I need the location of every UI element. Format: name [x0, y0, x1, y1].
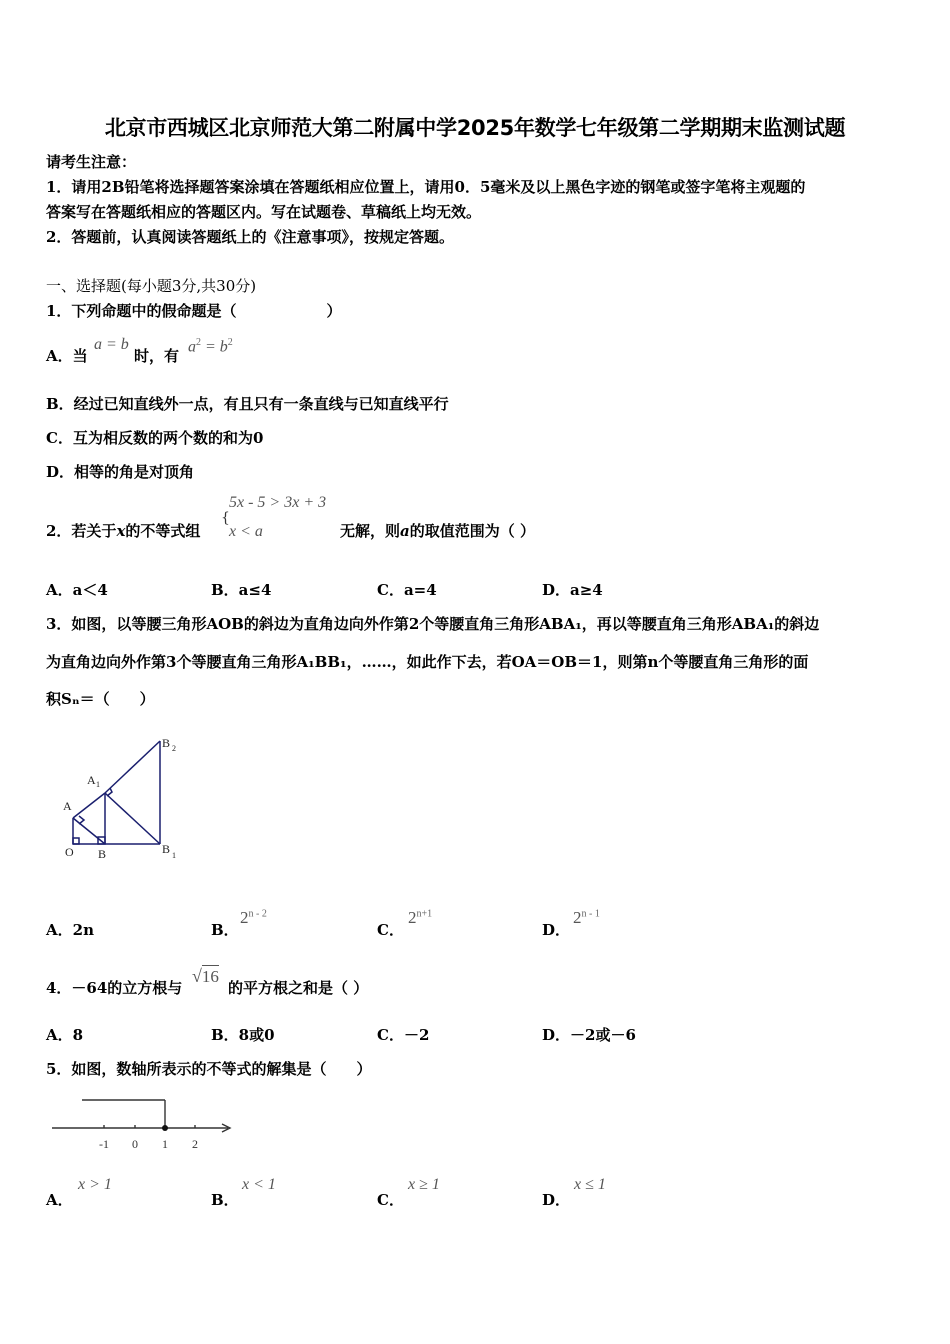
fig-label-b2-sub: 2 [172, 744, 176, 753]
q3-triangle-figure [55, 734, 195, 864]
q1-option-a-mid: 时，有 [134, 347, 180, 365]
q1-option-a-eq1: a = b [94, 336, 129, 353]
q3-line-1: 3．如图，以等腰三角形AOB的斜边为直角边向外作第2个等腰直角三角形ABA₁，再以等腰直角三角形ABA₁的斜边 [46, 615, 820, 633]
q4-option-a: A．8 [46, 1026, 84, 1044]
q3-option-d-label: D． [542, 921, 571, 939]
q4-sqrt: √16 [192, 966, 219, 986]
q3-option-a: A．2n [46, 921, 94, 939]
q1-option-d: D．相等的角是对顶角 [46, 463, 195, 481]
q3-option-c-label: C． [377, 921, 404, 939]
fig-label-b1-sub: 1 [172, 851, 176, 860]
q2-option-a: A．a＜4 [46, 581, 108, 599]
q3-option-b-label: B． [211, 921, 239, 939]
q1-option-a-eq2: $a^2 = b^2$ [188, 337, 233, 356]
fig-label-b2: B [162, 736, 171, 750]
q3-option-c-expr: $2^{n+1}$ [408, 908, 433, 927]
q1-stem: 1．下列命题中的假命题是（ ） [46, 302, 342, 320]
q4-option-b: B．8或0 [211, 1026, 275, 1044]
tick-label-2: 2 [192, 1137, 198, 1151]
q5-option-a-label: A． [46, 1191, 73, 1209]
page-title: 北京市西城区北京师范大第二附属中学2025年数学七年级第二学期期末监测试题 [104, 116, 846, 140]
q4-option-d: D．－2或－6 [542, 1026, 636, 1044]
q1-option-c: C．互为相反数的两个数的和为0 [46, 429, 264, 447]
q5-option-a-expr: x > 1 [78, 1176, 112, 1193]
q5-option-d-expr: x ≤ 1 [574, 1176, 606, 1193]
q2-option-b: B．a≤4 [211, 581, 272, 599]
tick-label-neg1: -1 [99, 1137, 109, 1151]
q2-inequality-2: x < a [229, 523, 263, 540]
fig-label-a: A [63, 799, 72, 813]
tick-label-0: 0 [132, 1137, 138, 1151]
q3-option-d-expr: 2$^{n - 1}$ [573, 908, 600, 927]
fig-label-a1-sub: 1 [96, 780, 100, 789]
fig-label-b1: B [162, 842, 171, 856]
q3-line-3: 积Sₙ＝（ ） [46, 690, 155, 708]
q2-option-d: D．a≥4 [542, 581, 603, 599]
q4-stem-pre: 4．－64的立方根与 [46, 979, 183, 997]
section-heading: 一、选择题(每小题3分,共30分) [46, 277, 257, 295]
notice-line-1b: 答案写在答题纸相应的答题区内。写在试题卷、草稿纸上均无效。 [46, 203, 482, 221]
notice-line-1a: 1．请用2B铅笔将选择题答案涂填在答题纸相应位置上，请用0．5毫米及以上黑色字迹的钢笔或签字笔将主观题的 [46, 178, 806, 196]
q4-option-c: C．－2 [377, 1026, 430, 1044]
q1-option-b: B．经过已知直线外一点，有且只有一条直线与已知直线平行 [46, 395, 449, 413]
q2-inequality-1: 5x - 5 > 3x + 3 [229, 494, 327, 511]
q5-option-b-expr: x < 1 [242, 1176, 276, 1193]
tick-label-1: 1 [162, 1137, 168, 1151]
q4-stem-post: 的平方根之和是（ ） [228, 979, 369, 997]
q5-option-b-label: B． [211, 1191, 239, 1209]
q2-stem-post: 无解，则a的取值范围为（ ） [340, 522, 535, 540]
q5-number-line [48, 1090, 238, 1160]
notice-heading: 请考生注意： [46, 153, 137, 171]
q5-option-d-label: D． [542, 1191, 571, 1209]
q3-option-b-expr: 2$^{n - 2}$ [240, 908, 267, 927]
q2-brace: { [221, 510, 230, 526]
fig-label-a1: A [87, 773, 96, 787]
notice-line-2: 2．答题前，认真阅读答题纸上的《注意事项》，按规定答题。 [46, 228, 454, 246]
q5-option-c-expr: x ≥ 1 [408, 1176, 440, 1193]
q3-line-2: 为直角边向外作第3个等腰直角三角形A₁BB₁，……，如此作下去，若OA＝OB＝1，则第n个等腰直角三角形的面 [46, 653, 809, 671]
q2-stem-pre: 2．若关于x的不等式组 [46, 522, 201, 540]
q2-option-c: C．a=4 [377, 581, 437, 599]
fig-label-o: O [65, 845, 74, 859]
q5-option-c-label: C． [377, 1191, 404, 1209]
fig-label-b: B [98, 847, 107, 861]
q5-stem: 5．如图，数轴所表示的不等式的解集是（ ） [46, 1060, 372, 1078]
q1-option-a-label: A．当 [46, 347, 88, 365]
